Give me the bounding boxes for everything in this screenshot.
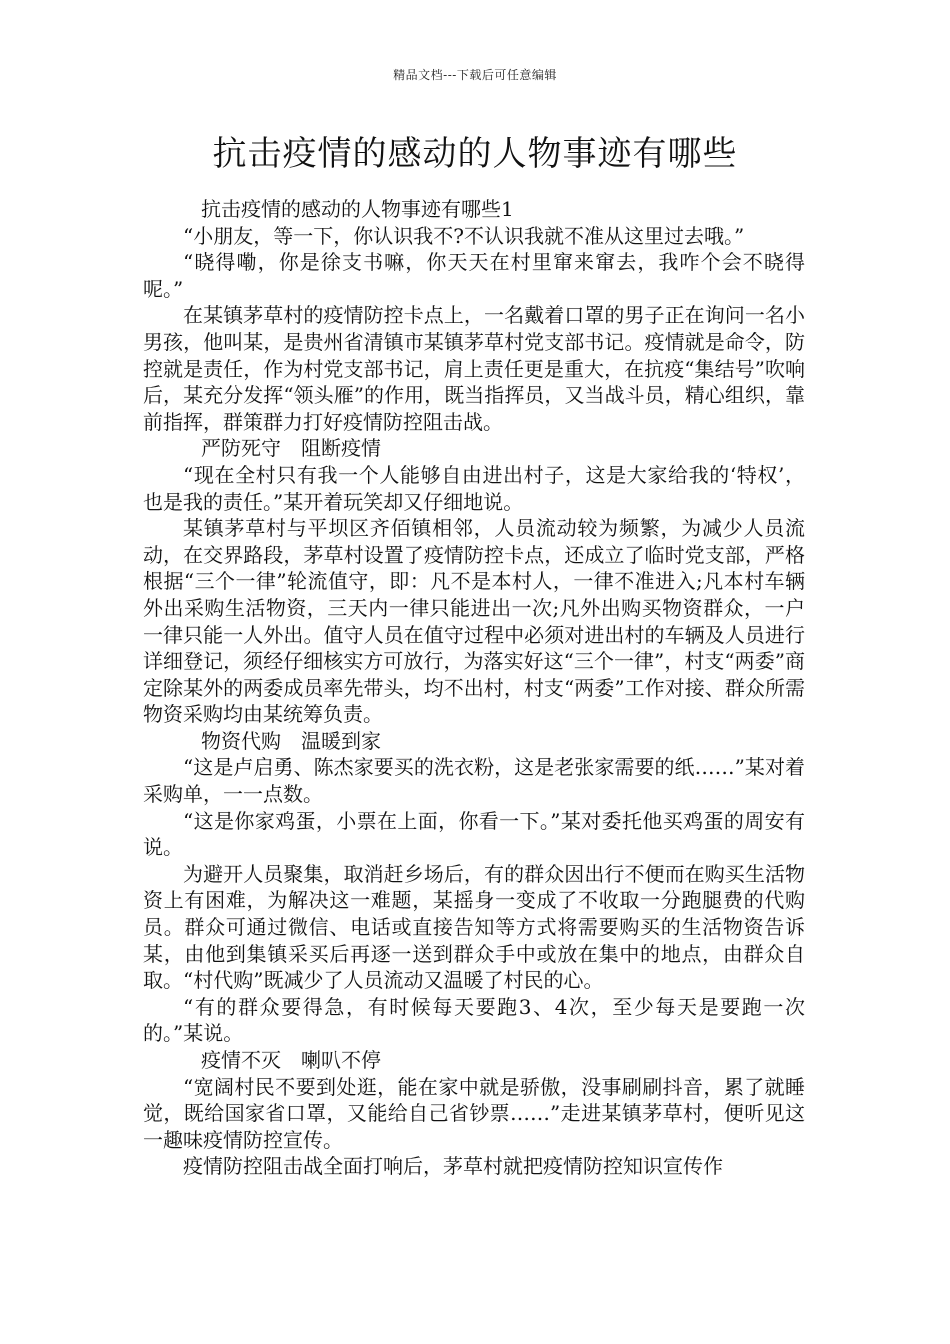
page-title: 抗击疫情的感动的人物事迹有哪些: [212, 134, 738, 174]
header-note: 精品文档---下载后可任意编辑: [393, 68, 557, 82]
section-heading: 物资代购 温暖到家: [201, 728, 381, 753]
paragraph: “宽阔村民不要到处逛，能在家中就是骄傲，没事刷刷抖音，累了就睡觉，既给国家省口罩，又能给自己省钞票……”走进某镇茅草村，便听见这一趣味疫情防控宣传。: [143, 1074, 805, 1152]
paragraph: “有的群众要得急，有时候每天要跑3、4次，至少每天是要跑一次的。”某说。: [143, 994, 805, 1046]
paragraph: 疫情防控阻击战全面打响后，茅草村就把疫情防控知识宣传作: [183, 1154, 723, 1179]
document-body: [143, 196, 805, 1180]
paragraph: 某镇茅草村与平坝区齐佰镇相邻，人员流动较为频繁，为减少人员流动，在交界路段，茅草村设置了疫情防控卡点，还成立了临时党支部，严格根据“三个一律”轮流值守，即：凡不是本村人，一律不准进入;凡本村车辆外出采购生活物资，三天内一律只能进出一次;凡外出购买物资群众，一户一律只能一人外出。值守人员在值守过程中必须对进出村的车辆及人员进行详细登记，须经仔细核实方可放行，为落实好这“三个一律”，村支“两委”商定除某外的两委成员率先带头，均不出村，村支“两委”工作对接、群众所需物资采购均由某统筹负责。: [143, 516, 805, 727]
paragraph: “这是卢启勇、陈杰家要买的洗衣粉，这是老张家需要的纸……”某对着采购单，一一点数。: [143, 755, 805, 807]
section-heading: 抗击疫情的感动的人物事迹有哪些1: [201, 197, 514, 221]
paragraph: “晓得嘞，你是徐支书嘛，你天天在村里窜来窜去，我咋个会不晓得呢。”: [143, 250, 805, 301]
paragraph: “小朋友，等一下，你认识我不?不认识我就不准从这里过去哦。”: [183, 223, 745, 248]
paragraph: “这是你家鸡蛋，小票在上面，你看一下。”某对委托他买鸡蛋的周安有说。: [143, 808, 805, 860]
section-heading: 严防死守 阻断疫情: [201, 436, 381, 461]
section-heading: 疫情不灭 喇叭不停: [201, 1048, 381, 1072]
paragraph: 在某镇茅草村的疫情防控卡点上，一名戴着口罩的男子正在询问一名小男孩，他叫某，是贵州省清镇市某镇茅草村党支部书记。疫情就是命令，防控就是责任，作为村党支部书记，肩上责任更是重大，在抗疫“集结号”吹响后，某充分发挥“领头雁”的作用，既当指挥员，又当战斗员，精心组织，靠前指挥，群策群力打好疫情防控阻击战。: [143, 303, 805, 434]
paragraph: 为避开人员聚集，取消赶乡场后，有的群众因出行不便而在购买生活物资上有困难，为解决这一难题，某摇身一变成了不收取一分跑腿费的代购员。群众可通过微信、电话或直接告知等方式将需要购买的生活物资告诉某，由他到集镇采买后再逐一送到群众手中或放在集中的地点，由群众自取。“村代购”既减少了人员流动又温暖了村民的心。: [143, 861, 805, 993]
paragraph: “现在全村只有我一个人能够自由进出村子，这是大家给我的‘特权’，也是我的责任。”某开着玩笑却又仔细地说。: [143, 462, 805, 514]
